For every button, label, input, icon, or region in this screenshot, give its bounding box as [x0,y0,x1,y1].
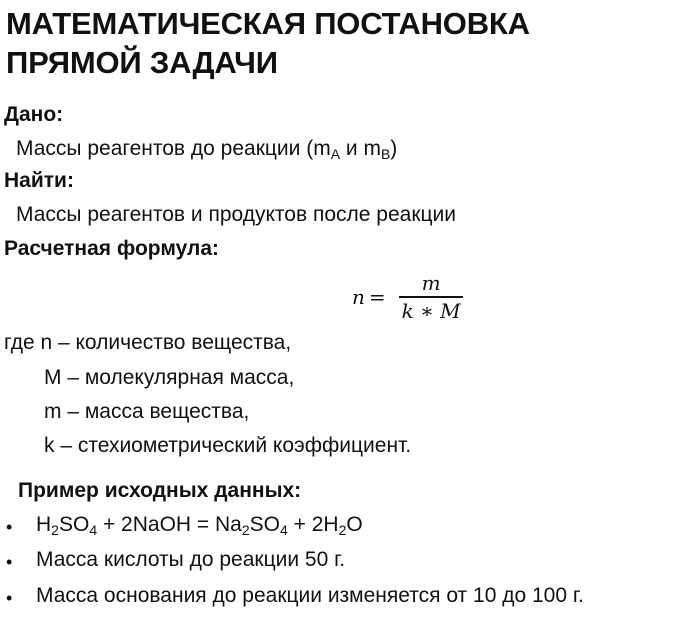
reaction-h2o-sub: 2 [338,522,347,538]
reaction-so4b: SO [249,513,280,536]
formula-lhs: n [352,284,365,309]
given-text-prefix: Массы реагентов до реакции (m [16,137,331,160]
fraction-bar [399,296,463,298]
given-sub-a: A [330,146,341,162]
example-item-acid: Масса кислоты до реакции 50 г. [36,548,346,571]
reaction-part-1: + 2NaOH = Na [97,513,242,536]
given-text [16,136,397,162]
example-reaction [36,512,363,538]
given-text-suffix: ) [390,137,398,160]
given-heading: Дано: [4,103,64,126]
definition-k: k – стехиометрический коэффициент. [44,434,412,457]
formula-fraction [398,272,465,322]
title-line-2: ПРЯМОЙ ЗАДАЧИ [6,45,278,80]
page-title [6,4,530,82]
formula-denominator: k ∗ M [401,298,461,323]
reaction-h: H [36,513,52,536]
reaction-o: O [346,513,363,536]
reaction-so4a: SO [58,513,90,536]
given-sub-b: B [380,146,391,162]
bullet-icon: • [6,517,13,537]
reaction-so4a-sub: 4 [89,522,98,538]
reaction-h-sub: 2 [51,522,59,538]
formula-heading: Расчетная формула: [4,237,220,260]
reaction-so4b-sub: 4 [279,522,288,538]
bullet-icon: • [6,552,13,572]
reaction-na-sub: 2 [241,522,250,538]
reaction-part-2: + 2H [287,513,339,536]
definition-n: где n – количество вещества, [4,331,292,354]
formula [352,272,465,322]
formula-numerator: m [421,271,441,295]
example-heading: Пример исходных данных: [18,479,302,502]
title-line-1: МАТЕМАТИЧЕСКАЯ ПОСТАНОВКА [6,6,530,41]
bullet-icon: • [6,588,13,608]
example-item-base: Масса основания до реакции изменяется от 10 до 100 г. [36,584,584,607]
find-heading: Найти: [4,169,74,192]
definition-M: M – молекулярная масса, [44,366,295,389]
formula-equals: = [368,284,386,309]
given-text-mid: и m [340,137,381,160]
find-text: Массы реагентов и продуктов после реакции [16,203,456,226]
definition-m: m – масса вещества, [44,400,250,423]
